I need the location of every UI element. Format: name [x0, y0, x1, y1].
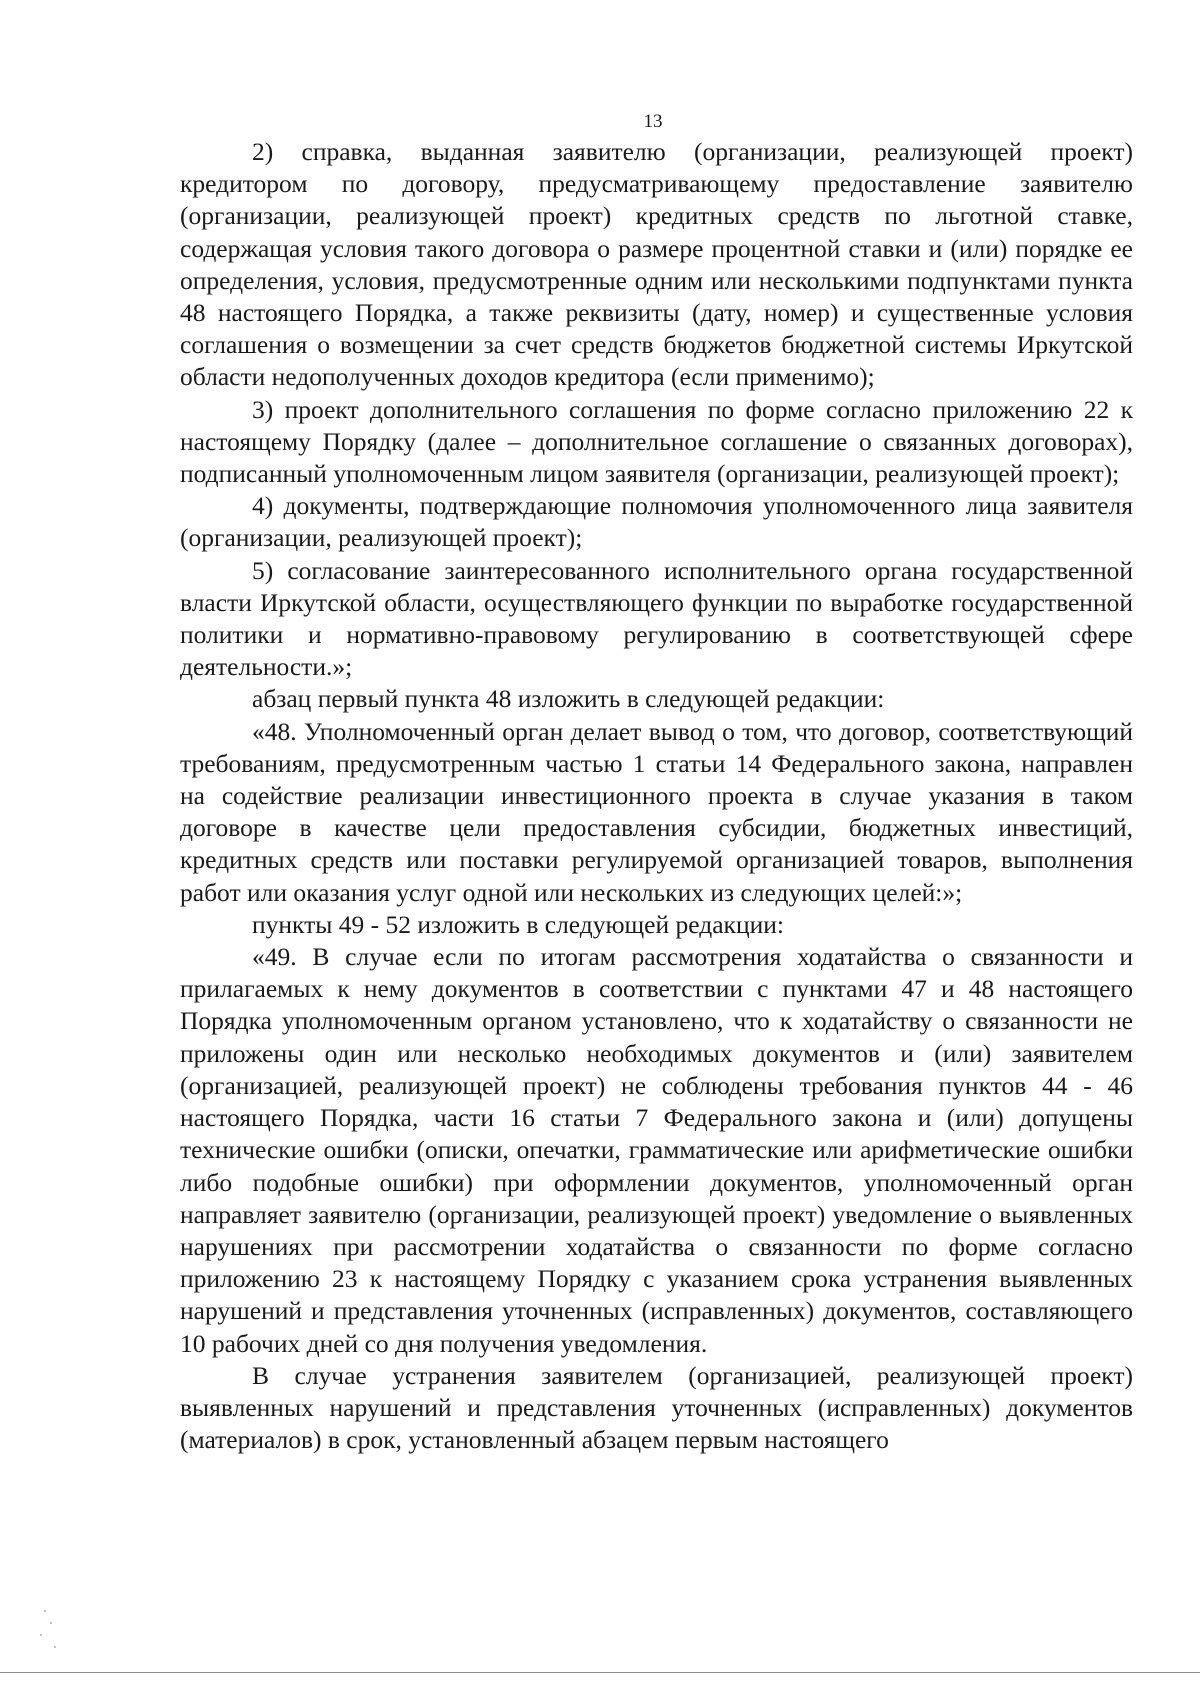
- paragraph-clause-48: «48. Уполномоченный орган делает вывод о том, что договор, соответствующий требованиям, предусмотренным частью 1 статьи 14 Федерального закона, направлен на содействие реализации инвестиционного проекта в случае указания в таком договоре в качестве цели предоставления субсидии, бюджетных инвестиций, кредитных средств или поставки регулируемой организацией товаров, выполнения работ или оказания услуг одной или нескольких из следующих целей:»;: [180, 716, 1133, 907]
- document-body: [180, 136, 1133, 1456]
- paragraph-item-4-authority-documents: 4) документы, подтверждающие полномочия уполномоченного лица заявителя (организации, реализующей проект);: [180, 491, 1133, 553]
- paragraph-item-5-approval: 5) согласование заинтересованного исполнительного органа государственной власти Иркутской области, осуществляющего функции по выработке государственной политики и нормативно-правовому регулированию в соответствующей сфере деятельности.»;: [180, 555, 1133, 682]
- scan-edge-line: [0, 1672, 1200, 1673]
- paragraph-amendment-clause-48: абзац первый пункта 48 изложить в следующей редакции:: [252, 684, 885, 714]
- paragraph-item-3-draft-agreement: 3) проект дополнительного соглашения по форме согласно приложению 22 к настоящему Порядку (далее – дополнительное соглашение о связанных договорах), подписанный уполномоченным лицом заявителя (организации, реализующей проект);: [180, 394, 1133, 489]
- page-number: 13: [643, 111, 663, 132]
- paragraph-amendment-clauses-49-52: пункты 49 - 52 изложить в следующей редакции:: [252, 909, 784, 939]
- paragraph-item-2-certificate: 2) справка, выданная заявителю (организации, реализующей проект) кредитором по договору, предусматривающему предоставление заявителю (организации, реализующей проект) кредитных средств по льготной ставке, содержащая условия такого договора о размере процентной ставки и (или) порядке ее определения, условия, предусмотренные одним или несколькими подпунктами пункта 48 настоящего Порядка, а также реквизиты (дату, номер) и существенные условия соглашения о возмещении за счет средств бюджетов бюджетной системы Иркутской области недополученных доходов кредитора (если применимо);: [180, 137, 1133, 392]
- scan-artifact: [36, 1600, 66, 1660]
- paragraph-clause-49: «49. В случае если по итогам рассмотрения ходатайства о связанности и прилагаемых к нему документов в соответствии с пунктами 47 и 48 настоящего Порядка уполномоченным органом установлено, что к ходатайству о связанности не приложены один или несколько необходимых документов и (или) заявителем (организацией, реализующей проект) не соблюдены требования пунктов 44 - 46 настоящего Порядка, части 16 статьи 7 Федерального закона и (или) допущены технические ошибки (описки, опечатки, грамматические или арифметические ошибки либо подобные ошибки) при оформлении документов, уполномоченный орган направляет заявителю (организации, реализующей проект) уведомление о выявленных нарушениях при рассмотрении ходатайства о связанности по форме согласно приложению 23 к настоящему Порядку с указанием срока устранения выявленных нарушений и представления уточненных (исправленных) документов, составляющего 10 рабочих дней со дня получения уведомления.: [180, 942, 1133, 1358]
- paragraph-clause-49-continuation: В случае устранения заявителем (организацией, реализующей проект) выявленных нарушений и представления уточненных (исправленных) документов (материалов) в срок, установленный абзацем первым настоящего: [180, 1360, 1133, 1455]
